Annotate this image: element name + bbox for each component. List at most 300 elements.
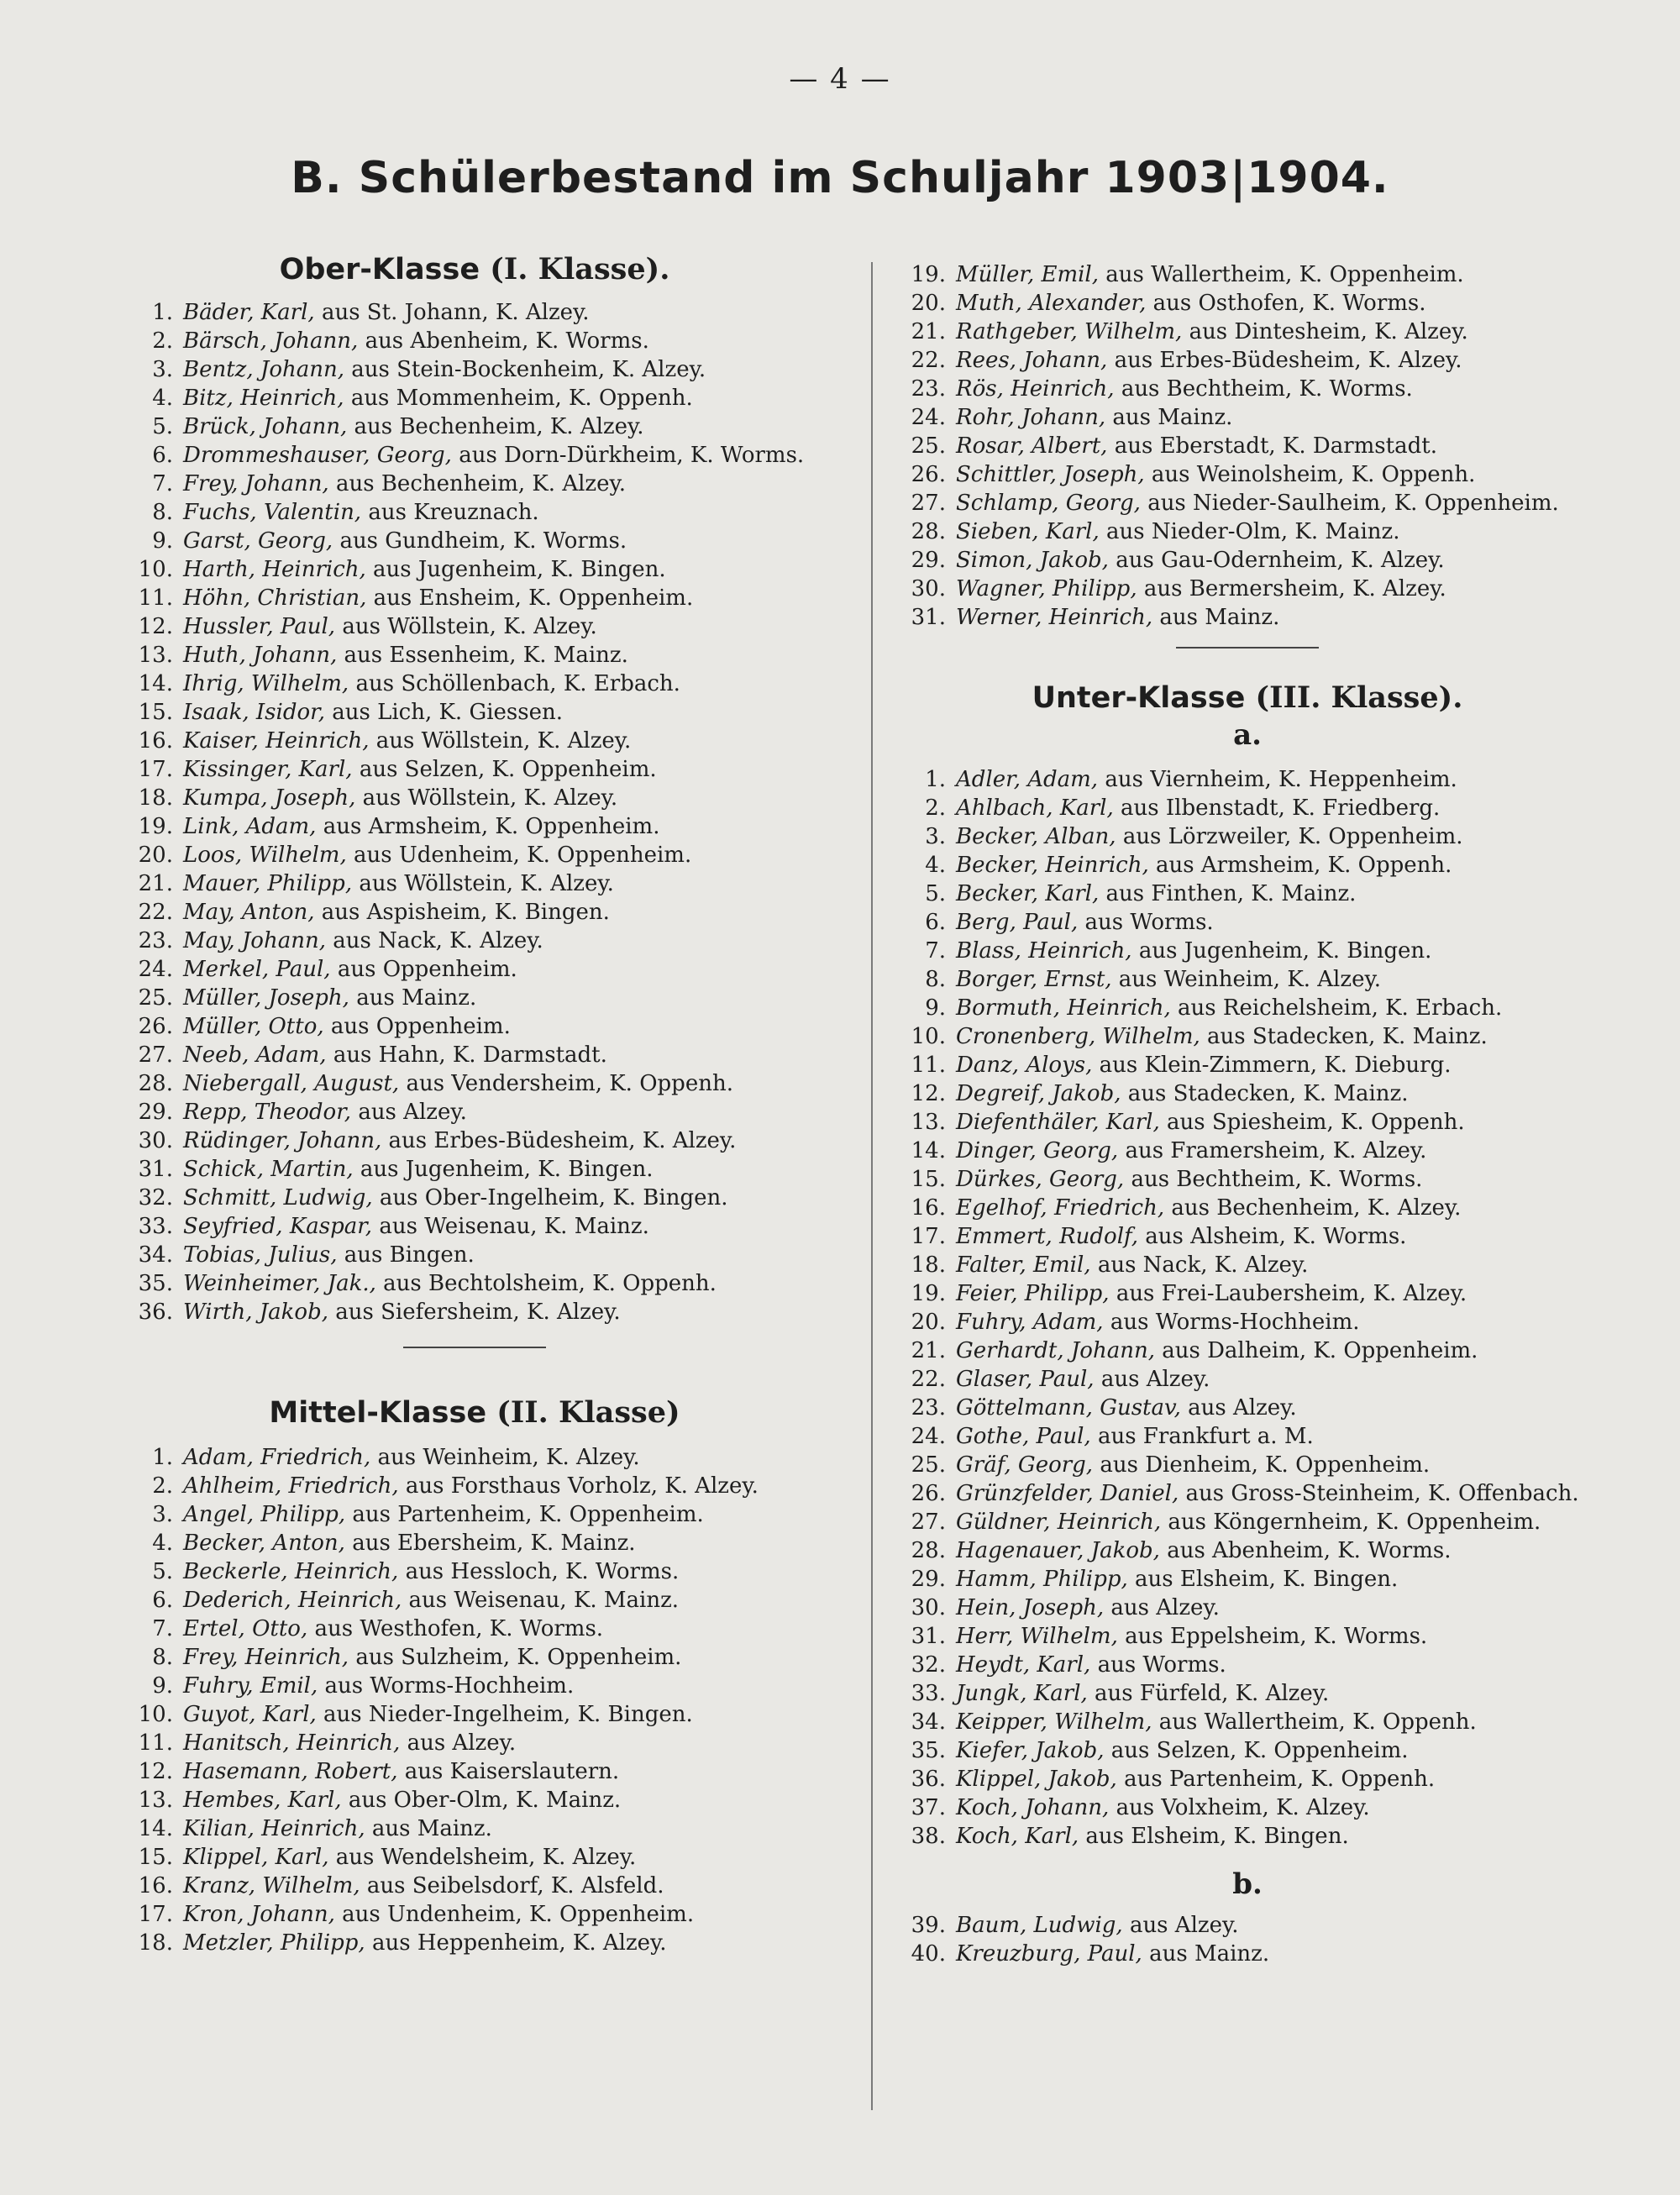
- student-name: Schittler, Joseph,: [956, 462, 1145, 487]
- entry-text: [183, 812, 823, 841]
- entry-number: 2.: [152, 1473, 173, 1499]
- student-origin: aus Gau-Odernheim, K. Alzey.: [1116, 548, 1445, 573]
- section-divider: [403, 1347, 546, 1348]
- student-name: Rosar, Albert,: [956, 433, 1108, 459]
- student-entry: [126, 1529, 823, 1557]
- entry-text: [183, 1269, 823, 1298]
- student-name: Werner, Heinrich,: [956, 605, 1153, 630]
- entry-text: [956, 1736, 1596, 1765]
- student-name: Loos, Wilhelm,: [183, 843, 347, 868]
- student-entry: [899, 1565, 1596, 1594]
- student-entry: [126, 698, 823, 727]
- entry-text: [183, 1900, 823, 1929]
- student-entry: [899, 1708, 1596, 1736]
- entry-text: [183, 1184, 823, 1212]
- entry-number: 16.: [138, 728, 173, 754]
- entry-text: [956, 489, 1596, 517]
- entry-number: 15.: [911, 1167, 946, 1192]
- entry-number: 21.: [911, 1338, 946, 1363]
- entry-number: 12.: [138, 1759, 173, 1784]
- student-origin: aus Frei-Laubersheim, K. Alzey.: [1116, 1281, 1467, 1306]
- student-entry: [126, 1069, 823, 1098]
- student-origin: aus Wallertheim, K. Oppenheim.: [1105, 262, 1464, 287]
- mittel-klasse-heading-main: Mittel-Klasse: [269, 1396, 487, 1430]
- student-entry: [899, 1793, 1596, 1822]
- student-name: Falter, Emil,: [956, 1252, 1091, 1278]
- student-entry: [126, 1586, 823, 1615]
- student-entry: [126, 1012, 823, 1041]
- entry-number: 35.: [138, 1271, 173, 1296]
- student-origin: aus Bechtheim, K. Worms.: [1121, 376, 1413, 402]
- entry-number: 27.: [138, 1042, 173, 1068]
- entry-text: [956, 908, 1596, 937]
- entry-number: 19.: [911, 1281, 946, 1306]
- student-origin: aus Worms.: [1097, 1652, 1226, 1678]
- student-name: Fuchs, Valentin,: [183, 500, 362, 525]
- student-entry: [126, 412, 823, 441]
- student-entry: [126, 641, 823, 670]
- student-name: Feier, Philipp,: [956, 1281, 1110, 1306]
- entry-text: [956, 260, 1596, 289]
- student-name: May, Anton,: [183, 900, 315, 925]
- student-name: Neeb, Adam,: [183, 1042, 327, 1068]
- entry-text: [956, 1708, 1596, 1736]
- ober-klasse-list: [126, 298, 823, 1326]
- student-entry: [126, 1155, 823, 1184]
- student-name: Frey, Heinrich,: [183, 1645, 349, 1670]
- student-entry: [899, 1051, 1596, 1079]
- student-entry: [899, 375, 1596, 403]
- student-name: Ahlheim, Friedrich,: [183, 1473, 399, 1499]
- student-entry: [899, 575, 1596, 603]
- entry-text: [183, 1700, 823, 1729]
- student-origin: aus Wendelsheim, K. Alzey.: [335, 1845, 637, 1870]
- entry-number: 23.: [911, 376, 946, 402]
- entry-text: [183, 1529, 823, 1557]
- student-entry: [126, 1041, 823, 1069]
- student-origin: aus Reichelsheim, K. Erbach.: [1178, 995, 1503, 1021]
- student-entry: [126, 1472, 823, 1500]
- entry-number: 32.: [911, 1652, 946, 1678]
- student-name: Dinger, Georg,: [956, 1138, 1119, 1163]
- student-origin: aus Udenheim, K. Oppenheim.: [353, 843, 692, 868]
- student-entry: [899, 908, 1596, 937]
- entry-text: [183, 955, 823, 984]
- student-origin: aus Viernheim, K. Heppenheim.: [1105, 767, 1457, 792]
- student-name: Repp, Theodor,: [183, 1100, 352, 1125]
- student-origin: aus Köngernheim, K. Oppenheim.: [1168, 1510, 1541, 1535]
- student-name: Bäder, Karl,: [183, 300, 315, 325]
- entry-text: [956, 575, 1596, 603]
- student-name: Göttelmann, Gustav,: [956, 1395, 1181, 1420]
- student-origin: aus Essenheim, K. Mainz.: [344, 643, 628, 668]
- student-entry: [899, 1822, 1596, 1851]
- entry-text: [183, 384, 823, 412]
- student-name: Bitz, Heinrich,: [183, 386, 344, 411]
- student-entry: [899, 994, 1596, 1022]
- student-entry: [126, 898, 823, 927]
- entry-number: 21.: [911, 319, 946, 344]
- unter-klasse-heading-sub: (III. Klasse).: [1255, 680, 1463, 715]
- student-origin: aus Hahn, K. Darmstadt.: [333, 1042, 607, 1068]
- student-name: Frey, Johann,: [183, 471, 329, 496]
- entry-text: [956, 1079, 1596, 1108]
- student-entry: [126, 1557, 823, 1586]
- column-divider: [871, 262, 873, 2110]
- student-entry: [126, 869, 823, 898]
- student-entry: [126, 1212, 823, 1241]
- student-origin: aus Weinheim, K. Alzey.: [377, 1445, 640, 1470]
- student-name: Muth, Alexander,: [956, 291, 1147, 316]
- student-entry: [126, 927, 823, 955]
- entry-text: [183, 1615, 823, 1643]
- student-entry: [126, 1729, 823, 1757]
- student-entry: [899, 1108, 1596, 1137]
- entry-text: [183, 527, 823, 555]
- entry-number: 33.: [138, 1214, 173, 1239]
- entry-number: 5.: [925, 881, 946, 906]
- student-origin: aus Alzey.: [1110, 1595, 1220, 1620]
- entry-text: [183, 1443, 823, 1472]
- student-entry: [899, 432, 1596, 460]
- student-name: Metzler, Philipp,: [183, 1930, 365, 1956]
- entry-number: 1.: [925, 767, 946, 792]
- student-entry: [899, 1911, 1596, 1940]
- student-entry: [899, 403, 1596, 432]
- entry-number: 8.: [925, 967, 946, 992]
- student-entry: [126, 955, 823, 984]
- entry-number: 31.: [911, 605, 946, 630]
- entry-number: 38.: [911, 1824, 946, 1849]
- student-name: Brück, Johann,: [183, 414, 348, 439]
- entry-number: 25.: [911, 433, 946, 459]
- entry-number: 18.: [138, 1930, 173, 1956]
- student-name: Gerhardt, Johann,: [956, 1338, 1155, 1363]
- student-origin: aus Mainz.: [1112, 405, 1233, 430]
- student-entry: [899, 1422, 1596, 1451]
- entry-number: 28.: [911, 1538, 946, 1563]
- student-origin: aus Undenheim, K. Oppenheim.: [342, 1902, 695, 1927]
- entry-text: [956, 1594, 1596, 1622]
- student-entry: [899, 965, 1596, 994]
- entry-text: [956, 1365, 1596, 1394]
- student-origin: aus Mainz.: [371, 1816, 492, 1841]
- student-entry: [126, 1615, 823, 1643]
- student-name: Link, Adam,: [183, 814, 317, 839]
- student-name: Becker, Anton,: [183, 1531, 345, 1556]
- entry-text: [183, 1814, 823, 1843]
- student-origin: aus Oppenheim.: [330, 1014, 511, 1039]
- student-origin: aus Gundheim, K. Worms.: [339, 528, 627, 554]
- student-name: Hamm, Philipp,: [956, 1567, 1128, 1592]
- entry-text: [183, 1098, 823, 1126]
- student-origin: aus Weinolsheim, K. Oppenh.: [1151, 462, 1476, 487]
- student-entry: [899, 1079, 1596, 1108]
- entry-text: [183, 869, 823, 898]
- student-name: Diefenthäler, Karl,: [956, 1110, 1160, 1135]
- entry-text: [183, 1729, 823, 1757]
- student-name: Wirth, Jakob,: [183, 1300, 328, 1325]
- student-origin: aus Lörzweiler, K. Oppenheim.: [1122, 824, 1463, 849]
- student-entry: [126, 584, 823, 612]
- student-name: Tobias, Julius,: [183, 1242, 338, 1268]
- entry-number: 4.: [925, 853, 946, 878]
- entry-number: 19.: [138, 814, 173, 839]
- student-name: Güldner, Heinrich,: [956, 1510, 1162, 1535]
- entry-text: [183, 1586, 823, 1615]
- student-entry: [126, 1700, 823, 1729]
- student-entry: [899, 1194, 1596, 1222]
- student-name: Herr, Wilhelm,: [956, 1624, 1118, 1649]
- entry-number: 11.: [911, 1053, 946, 1078]
- student-name: Berg, Paul,: [956, 910, 1079, 935]
- entry-number: 24.: [138, 957, 173, 982]
- student-entry: [126, 1786, 823, 1814]
- student-origin: aus Weinheim, K. Alzey.: [1118, 967, 1381, 992]
- entry-text: [183, 698, 823, 727]
- entry-text: [183, 470, 823, 498]
- entry-number: 7.: [925, 938, 946, 964]
- student-entry: [899, 937, 1596, 965]
- student-entry: [899, 880, 1596, 908]
- student-name: Höhn, Christian,: [183, 586, 367, 611]
- entry-number: 4.: [152, 1531, 173, 1556]
- student-origin: aus Wallertheim, K. Oppenh.: [1158, 1709, 1477, 1735]
- entry-text: [956, 1422, 1596, 1451]
- entry-number: 30.: [911, 1595, 946, 1620]
- student-name: Hanitsch, Heinrich,: [183, 1730, 401, 1756]
- student-entry: [899, 1222, 1596, 1251]
- student-name: Heydt, Karl,: [956, 1652, 1091, 1678]
- entry-number: 20.: [911, 291, 946, 316]
- entry-number: 10.: [138, 1702, 173, 1727]
- entry-number: 6.: [925, 910, 946, 935]
- student-entry: [126, 1872, 823, 1900]
- entry-text: [956, 1222, 1596, 1251]
- student-name: Kissinger, Karl,: [183, 757, 353, 782]
- entry-text: [183, 584, 823, 612]
- entry-number: 14.: [138, 671, 173, 696]
- student-origin: aus Bermersheim, K. Alzey.: [1143, 576, 1446, 601]
- student-origin: aus Ebersheim, K. Mainz.: [352, 1531, 636, 1556]
- entry-text: [183, 555, 823, 584]
- student-name: Rees, Johann,: [956, 348, 1108, 373]
- student-entry: [126, 1269, 823, 1298]
- student-entry: [126, 355, 823, 384]
- student-entry: [126, 812, 823, 841]
- student-origin: aus Nieder-Saulheim, K. Oppenheim.: [1147, 491, 1559, 516]
- student-origin: aus Alzey.: [1100, 1367, 1210, 1392]
- student-name: Cronenberg, Wilhelm,: [956, 1024, 1200, 1049]
- student-origin: aus Jugenheim, K. Bingen.: [373, 557, 666, 582]
- student-origin: aus Klein-Zimmern, K. Dieburg.: [1099, 1053, 1452, 1078]
- entry-text: [956, 1308, 1596, 1336]
- entry-text: [183, 1643, 823, 1672]
- student-origin: aus Wöllstein, K. Alzey.: [362, 785, 618, 811]
- entry-text: [183, 355, 823, 384]
- student-origin: aus Bechtheim, K. Worms.: [1131, 1167, 1423, 1192]
- entry-number: 31.: [911, 1624, 946, 1649]
- student-origin: aus Partenheim, K. Oppenheim.: [352, 1502, 704, 1527]
- student-origin: aus Westhofen, K. Worms.: [314, 1616, 604, 1641]
- student-name: Hembes, Karl,: [183, 1788, 342, 1813]
- entry-number: 5.: [152, 1559, 173, 1584]
- unter-klasse-heading-main: Unter-Klasse: [1032, 681, 1246, 715]
- entry-number: 9.: [152, 1673, 173, 1699]
- entry-text: [956, 375, 1596, 403]
- left-column: [126, 252, 823, 1957]
- entry-text: [183, 670, 823, 698]
- entry-number: 20.: [911, 1310, 946, 1335]
- entry-number: 3.: [152, 1502, 173, 1527]
- student-name: Isaak, Isidor,: [183, 700, 325, 725]
- student-name: Klippel, Karl,: [183, 1845, 329, 1870]
- student-entry: [126, 612, 823, 641]
- entry-text: [956, 1679, 1596, 1708]
- student-entry: [126, 984, 823, 1012]
- student-origin: aus Alzey.: [1188, 1395, 1297, 1420]
- entry-number: 4.: [152, 386, 173, 411]
- unter-klasse-heading: [899, 680, 1596, 715]
- student-name: Dürkes, Georg,: [956, 1167, 1125, 1192]
- mittel-klasse-list-continued: [899, 260, 1596, 632]
- student-origin: aus Worms-Hochheim.: [324, 1673, 575, 1699]
- entry-text: [956, 517, 1596, 546]
- student-name: Hein, Joseph,: [956, 1595, 1105, 1620]
- student-origin: aus Bingen.: [344, 1242, 475, 1268]
- entry-number: 27.: [911, 1510, 946, 1535]
- unter-klasse-subheading-b: b.: [1232, 1867, 1263, 1901]
- student-entry: [126, 1126, 823, 1155]
- student-origin: aus Ensheim, K. Oppenheim.: [373, 586, 694, 611]
- student-origin: aus Seibelsdorf, K. Alsfeld.: [366, 1873, 664, 1898]
- entry-text: [956, 880, 1596, 908]
- entry-text: [183, 1012, 823, 1041]
- student-origin: aus Mainz.: [356, 985, 477, 1011]
- entry-number: 30.: [911, 576, 946, 601]
- student-name: Harth, Heinrich,: [183, 557, 366, 582]
- entry-text: [183, 1872, 823, 1900]
- student-entry: [899, 1365, 1596, 1394]
- student-origin: aus Jugenheim, K. Bingen.: [1138, 938, 1432, 964]
- entry-text: [183, 784, 823, 812]
- entry-number: 9.: [152, 528, 173, 554]
- entry-text: [183, 1069, 823, 1098]
- entry-text: [956, 765, 1596, 794]
- entry-number: 15.: [138, 1845, 173, 1870]
- student-origin: aus Bechenheim, K. Alzey.: [335, 471, 627, 496]
- student-entry: [126, 841, 823, 869]
- entry-number: 14.: [911, 1138, 946, 1163]
- student-origin: aus Dalheim, K. Oppenheim.: [1162, 1338, 1478, 1363]
- student-entry: [126, 498, 823, 527]
- ober-klasse-heading-main: Ober-Klasse: [279, 253, 480, 286]
- student-entry: [899, 489, 1596, 517]
- entry-text: [956, 1336, 1596, 1365]
- student-entry: [899, 1765, 1596, 1793]
- student-origin: aus Siefersheim, K. Alzey.: [335, 1300, 621, 1325]
- student-name: Egelhof, Friedrich,: [956, 1195, 1165, 1221]
- student-origin: aus Bechtolsheim, K. Oppenh.: [383, 1271, 717, 1296]
- entry-text: [183, 984, 823, 1012]
- student-origin: aus Dorn-Dürkheim, K. Worms.: [459, 443, 805, 468]
- unter-klasse-list-b: [899, 1911, 1596, 1968]
- mittel-klasse-heading-sub: (II. Klasse): [496, 1395, 680, 1430]
- student-entry: [126, 1298, 823, 1326]
- student-origin: aus Weisenau, K. Mainz.: [408, 1588, 680, 1613]
- student-origin: aus Mommenheim, K. Oppenh.: [350, 386, 693, 411]
- entry-number: 23.: [138, 928, 173, 953]
- student-origin: aus Eppelsheim, K. Worms.: [1125, 1624, 1428, 1649]
- entry-text: [183, 441, 823, 470]
- student-name: Rohr, Johann,: [956, 405, 1106, 430]
- student-name: Rathgeber, Wilhelm,: [956, 319, 1183, 344]
- entry-text: [183, 612, 823, 641]
- entry-text: [956, 1279, 1596, 1308]
- entry-text: [956, 1194, 1596, 1222]
- entry-text: [183, 1929, 823, 1957]
- entry-number: 6.: [152, 1588, 173, 1613]
- student-entry: [899, 1251, 1596, 1279]
- student-origin: aus Abenheim, K. Worms.: [365, 328, 649, 354]
- page-number: — 4 —: [789, 62, 891, 96]
- student-origin: aus Alzey.: [358, 1100, 467, 1125]
- student-origin: aus Weisenau, K. Mainz.: [379, 1214, 649, 1239]
- student-name: Garst, Georg,: [183, 528, 333, 554]
- student-name: Guyot, Karl,: [183, 1702, 317, 1727]
- student-name: Schlamp, Georg,: [956, 491, 1141, 516]
- student-entry: [899, 1679, 1596, 1708]
- entry-number: 2.: [152, 328, 173, 354]
- entry-text: [956, 1622, 1596, 1651]
- student-name: Degreif, Jakob,: [956, 1081, 1121, 1106]
- entry-text: [183, 1786, 823, 1814]
- entry-text: [183, 1126, 823, 1155]
- entry-text: [956, 1479, 1596, 1508]
- student-name: Ahlbach, Karl,: [956, 796, 1114, 821]
- entry-number: 28.: [911, 519, 946, 544]
- entry-number: 40.: [911, 1941, 946, 1967]
- entry-text: [956, 1165, 1596, 1194]
- student-origin: aus Wöllstein, K. Alzey.: [342, 614, 597, 639]
- student-name: Kaiser, Heinrich,: [183, 728, 370, 754]
- student-entry: [126, 755, 823, 784]
- entry-text: [956, 1394, 1596, 1422]
- entry-number: 17.: [911, 1224, 946, 1249]
- student-entry: [899, 289, 1596, 318]
- entry-text: [956, 1651, 1596, 1679]
- entry-text: [956, 403, 1596, 432]
- student-entry: [899, 318, 1596, 346]
- student-entry: [899, 1508, 1596, 1536]
- entry-number: 26.: [138, 1014, 173, 1039]
- entry-number: 8.: [152, 500, 173, 525]
- entry-text: [183, 927, 823, 955]
- student-entry: [899, 517, 1596, 546]
- student-origin: aus Oppenheim.: [337, 957, 517, 982]
- student-name: Huth, Johann,: [183, 643, 338, 668]
- student-origin: aus Mainz.: [1149, 1941, 1270, 1967]
- student-entry: [126, 1900, 823, 1929]
- unter-klasse-list-a: [899, 765, 1596, 1851]
- entry-text: [956, 346, 1596, 375]
- entry-number: 16.: [911, 1195, 946, 1221]
- student-origin: aus Spiesheim, K. Oppenh.: [1167, 1110, 1465, 1135]
- entry-text: [956, 1022, 1596, 1051]
- student-origin: aus Kreuznach.: [368, 500, 539, 525]
- student-entry: [899, 1165, 1596, 1194]
- student-name: Kilian, Heinrich,: [183, 1816, 365, 1841]
